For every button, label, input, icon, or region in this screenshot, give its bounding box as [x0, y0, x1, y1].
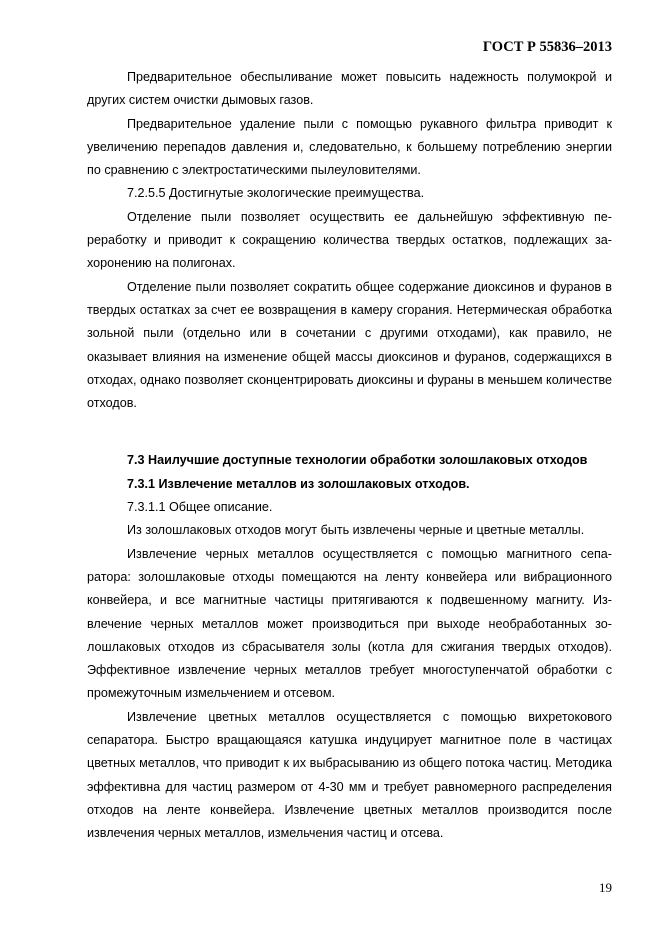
paragraph: Предварительное удаление пыли с помощью рукавного фильтра приводит к увеличению перепадов давления и, следовательно, к большему потреблению энергии по сравнению с электростатическими пылеуловителями. [87, 116, 612, 178]
paragraph: Извлечение черных металлов осуществляется с помощью магнитного сепаратора: золошлаковые отходы помещаются на ленту конвейера или вибрационного конвейера, и все магнитные частицы притягиваются к подвешенному магниту. Извлечение черных металлов может производиться при выходе необработанных золошлаковых отходов из сбрасывателя золы (котла для сжигания твердых отходов). Эффективное извлечение черных металлов требует многоступенчатой обработки с промежуточным измельчением и отсевом. [87, 546, 612, 701]
paragraph: Отделение пыли позволяет осуществить ее дальнейшую эффективную переработку и приводит к сокращению количества твердых остатков, подлежащих захоронению на полигонах. [87, 209, 612, 271]
paragraph: Отделение пыли позволяет сократить общее содержание диоксинов и фуранов в твердых остатках за счет ее возвращения в камеру сгорания. Нетермическая обработка зольной пыли (отдельно или в сочетании с другими отходами), как правило, не оказывает влияния на изменение общей массы диоксинов и фуранов, содержащихся в отходах, однако позволяет сконцентрировать диоксины и фураны в меньшем количестве отходов. [87, 279, 612, 411]
document-id-header: ГОСТ Р 55836–2013 [482, 39, 612, 55]
paragraph: Извлечение цветных металлов осуществляется с помощью вихретокового сепаратора. Быстро вращающаяся катушка индуцирует магнитное поле в частицах цветных металлов, что приводит к их выбрасыванию из общего потока частиц. Методика эффективна для частиц размером от 4-30 мм и требует равномерного распределения отходов на ленте конвейера. Извлечение цветных металлов производится после извлечения черных металлов, измельчения частиц и отсева. [87, 709, 612, 841]
paragraph: 7.2.5.5 Достигнутые экологические преимущества. [127, 186, 425, 201]
paragraph: Из золошлаковых отходов могут быть извлечены черные и цветные металлы. [127, 523, 585, 538]
paragraph: 7.3.1.1 Общее описание. [127, 500, 273, 515]
page-number: 19 [599, 880, 612, 895]
subsection-heading: 7.3.1 Извлечение металлов из золошлаковых отходов. [127, 476, 470, 491]
paragraph: Предварительное обеспыливание может повысить надежность полумокрой и других систем очистки дымовых газов. [87, 70, 612, 108]
section-heading: 7.3 Наилучшие доступные технологии обработки золошлаковых отходов [127, 453, 588, 468]
page-body [87, 66, 612, 846]
